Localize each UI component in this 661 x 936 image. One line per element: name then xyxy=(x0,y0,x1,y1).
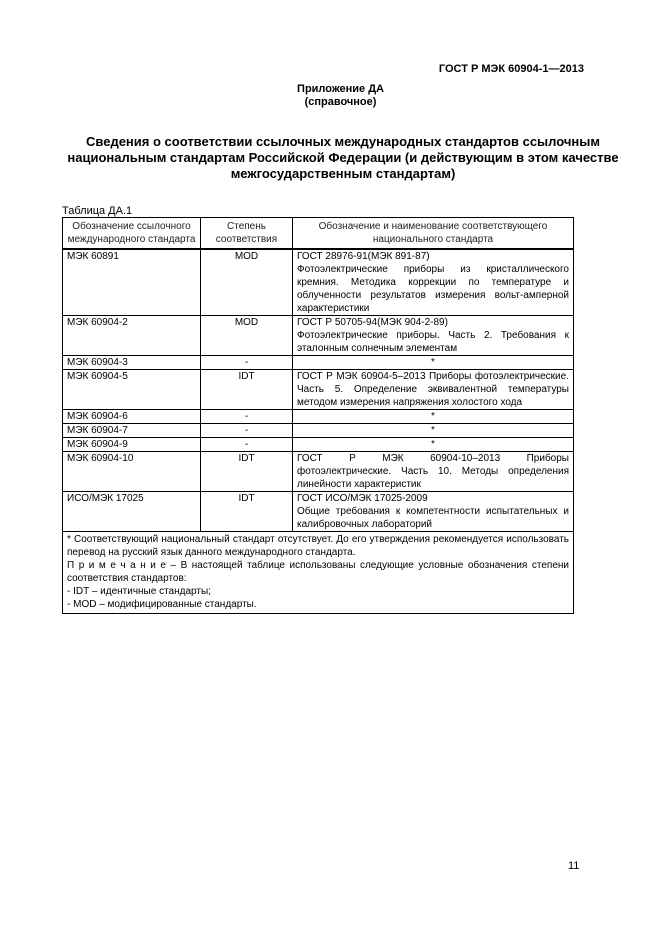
note: П р и м е ч а н и е – В настоящей таблице использованы следующие условные обозначения степени соответствия стандартов: xyxy=(67,560,569,584)
national-name: * xyxy=(293,424,574,438)
intl-code: МЭК 60904-2 xyxy=(63,316,201,356)
table-footnote-row xyxy=(63,532,574,614)
document-header: ГОСТ Р МЭК 60904-1—2013 xyxy=(438,63,584,75)
correspondence-table xyxy=(62,217,574,614)
table-row xyxy=(63,492,574,532)
table-row xyxy=(63,356,574,370)
appendix-title: Приложение ДА xyxy=(297,83,384,95)
national-name: * xyxy=(293,410,574,424)
table-row xyxy=(63,249,574,316)
intl-code: МЭК 60904-10 xyxy=(63,452,201,492)
header-degree: Степень соответствия xyxy=(201,218,293,250)
degree: MOD xyxy=(201,249,293,316)
degree: IDT xyxy=(201,452,293,492)
intl-code: МЭК 60904-9 xyxy=(63,438,201,452)
national-name: Общие требования к компетентности испытательных и калибровочных лабораторий xyxy=(297,506,569,530)
header-national-standard: Обозначение и наименование соответствующего национального стандарта xyxy=(293,218,574,250)
national-code: ГОСТ Р 50705-94(МЭК 904-2-89) xyxy=(297,317,448,328)
degree: - xyxy=(201,356,293,370)
degree: - xyxy=(201,424,293,438)
intl-code: МЭК 60891 xyxy=(63,249,201,316)
table-row xyxy=(63,424,574,438)
degree: - xyxy=(201,438,293,452)
legend-item: - MOD – модифицированные стандарты. xyxy=(67,599,257,610)
intl-code: ИСО/МЭК 17025 xyxy=(63,492,201,532)
national-standard xyxy=(293,316,574,356)
national-name: Фотоэлектрические приборы. Часть 2. Требования к эталонным солнечным элементам xyxy=(297,330,569,354)
national-standard xyxy=(293,492,574,532)
table-row xyxy=(63,452,574,492)
intl-code: МЭК 60904-6 xyxy=(63,410,201,424)
national-code: ГОСТ ИСО/МЭК 17025-2009 xyxy=(297,493,428,504)
national-code: ГОСТ 28976-91(МЭК 891-87) xyxy=(297,251,430,262)
table-row xyxy=(63,410,574,424)
degree: MOD xyxy=(201,316,293,356)
national-name: * xyxy=(293,438,574,452)
appendix-subtitle: (справочное) xyxy=(304,96,377,108)
degree: - xyxy=(201,410,293,424)
table-header-row xyxy=(63,218,574,250)
intl-code: МЭК 60904-3 xyxy=(63,356,201,370)
intl-code: МЭК 60904-7 xyxy=(63,424,201,438)
table-caption: Таблица ДА.1 xyxy=(62,205,133,217)
header-intl-standard: Обозначение ссылочного международного стандарта xyxy=(63,218,201,250)
national-standard xyxy=(293,249,574,316)
degree: IDT xyxy=(201,492,293,532)
intl-code: МЭК 60904-5 xyxy=(63,370,201,410)
table-footnotes xyxy=(63,532,574,614)
page-number: 11 xyxy=(568,860,580,872)
table-row xyxy=(63,316,574,356)
national-name: ГОСТ Р МЭК 60904-10–2013 Приборы фотоэлектрические. Часть 10. Методы определения линейности характеристик xyxy=(293,452,574,492)
national-name: Фотоэлектрические приборы из кристаллического кремния. Методика коррекции по температуре и облученности результатов измерения вольт-амперной характеристики xyxy=(297,264,569,314)
table-row xyxy=(63,438,574,452)
national-name: ГОСТ Р МЭК 60904-5–2013 Приборы фотоэлектрические. Часть 5. Определение эквивалентной температуры методом измерения напряжения холостого хода xyxy=(293,370,574,410)
table-row xyxy=(63,370,574,410)
legend-item: - IDT – идентичные стандарты; xyxy=(67,586,211,597)
footnote: * Соответствующий национальный стандарт отсутствует. До его утверждения рекомендуется использовать перевод на русский язык данного международного стандарта. xyxy=(67,534,569,558)
section-title: Сведения о соответствии ссылочных международных стандартов ссылочным национальным стандартам Российской Федерации (и действующим в этом качестве межгосударственным стандартам) xyxy=(67,134,619,181)
degree: IDT xyxy=(201,370,293,410)
national-name: * xyxy=(293,356,574,370)
